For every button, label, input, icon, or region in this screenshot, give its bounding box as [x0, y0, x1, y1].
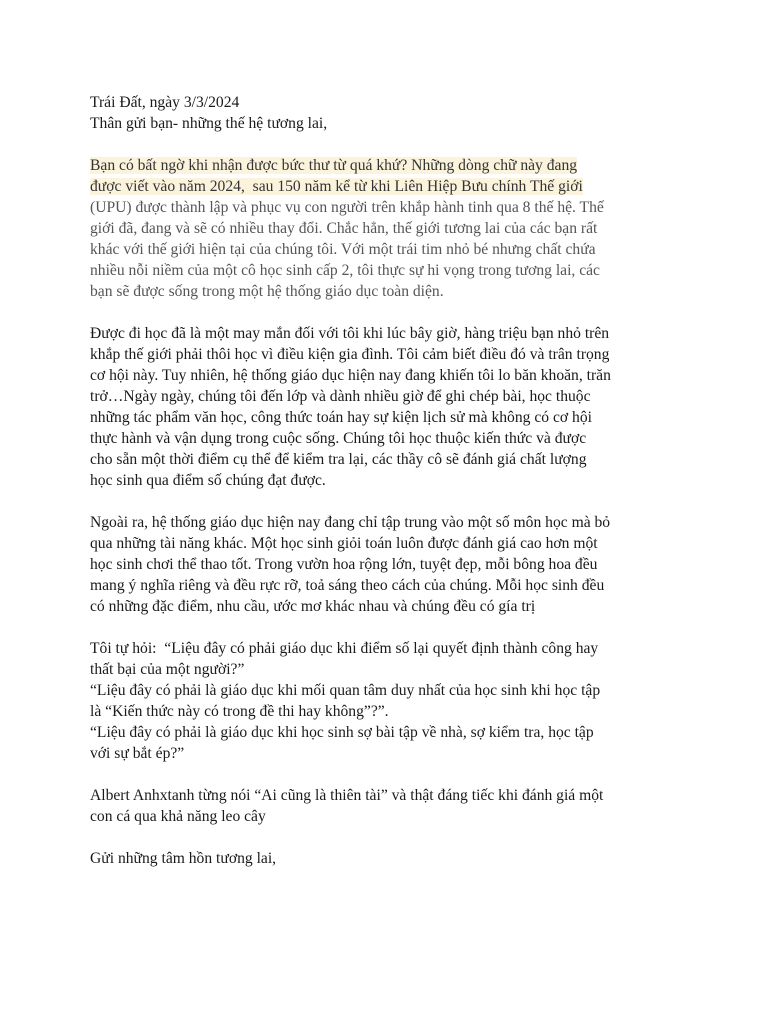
- spacer: [90, 827, 690, 848]
- paragraph-line: Ngoài ra, hệ thống giáo dục hiện nay đang chỉ tập trung vào một số môn học mà bỏ: [90, 514, 611, 531]
- paragraph-line: nhiều nỗi niềm của một cô học sinh cấp 2, tôi thực sự hi vọng trong tương lai, các: [90, 262, 600, 279]
- spacer: [90, 134, 690, 155]
- spacer: [90, 491, 690, 512]
- closing-line: Gửi những tâm hồn tương lai,: [90, 850, 277, 867]
- spacer: [90, 302, 690, 323]
- spacer: [90, 617, 690, 638]
- paragraph-line: thất bại của một người?”: [90, 661, 245, 678]
- greeting-line: Thân gửi bạn- những thế hệ tương lai,: [90, 115, 328, 132]
- paragraph-line: là “Kiến thức này có trong đề thi hay không”?”.: [90, 703, 389, 720]
- paragraph-line: Bạn có bất ngờ khi nhận được bức thư từ quá khứ? Những dòng chữ này đang: [90, 157, 578, 174]
- date-line: Trái Đất, ngày 3/3/2024: [90, 94, 240, 111]
- paragraph-intro: [90, 155, 690, 302]
- paragraph-line: Được đi học đã là một may mắn đối với tôi khi lúc bây giờ, hàng triệu bạn nhỏ trên: [90, 325, 610, 342]
- paragraph-line: bạn sẽ được sống trong một hệ thống giáo dục toàn diện.: [90, 283, 444, 300]
- paragraph-line: khắp thế giới phải thôi học vì điều kiện gia đình. Tôi cảm biết điều đó và trân trọng: [90, 346, 610, 363]
- paragraph-line: trở…Ngày ngày, chúng tôi đến lớp và dành nhiều giờ để ghi chép bài, học thuộc: [90, 388, 591, 405]
- paragraph-line: Tôi tự hỏi: “Liệu đây có phải giáo dục khi điểm số lại quyết định thành công hay: [90, 640, 599, 657]
- paragraph-talents: [90, 512, 690, 617]
- paragraph-line: khác với thế giới hiện tại của chúng tôi. Với một trái tim nhỏ bé nhưng chất chứa: [90, 241, 596, 258]
- paragraph-line: “Liệu đây có phải là giáo dục khi học sinh sợ bài tập về nhà, sợ kiểm tra, học tập: [90, 724, 594, 741]
- paragraph-line: những tác phẩm văn học, công thức toán hay sự kiện lịch sử mà không có cơ hội: [90, 409, 592, 426]
- paragraph-line: học sinh qua điểm số chúng đạt được.: [90, 472, 326, 489]
- paragraph-line: được viết vào năm 2024, sau 150 năm kể từ khi Liên Hiệp Bưu chính Thế giới: [90, 178, 583, 195]
- paragraph-line: với sự bắt ép?”: [90, 745, 185, 762]
- letter-page: [90, 92, 690, 869]
- paragraph-line: qua những tài năng khác. Một học sinh giỏi toán luôn được đánh giá cao hơn một: [90, 535, 598, 552]
- paragraph-line: cho sẵn một thời điểm cụ thể để kiểm tra lại, các thầy cô sẽ đánh giá chất lượng: [90, 451, 587, 468]
- paragraph-questions: [90, 638, 690, 764]
- paragraph-line: thực hành và vận dụng trong cuộc sống. Chúng tôi học thuộc kiến thức và được: [90, 430, 587, 447]
- paragraph-line: mang ý nghĩa riêng và đều rực rỡ, toả sáng theo cách của chúng. Mỗi học sinh đều: [90, 577, 605, 594]
- paragraph-line: có những đặc điểm, nhu cầu, ước mơ khác nhau và chúng đều có gía trị: [90, 598, 536, 615]
- paragraph-line: con cá qua khả năng leo cây: [90, 808, 266, 825]
- spacer: [90, 764, 690, 785]
- paragraph-education-opportunity: [90, 323, 690, 491]
- paragraph-line: “Liệu đây có phải là giáo dục khi mối quan tâm duy nhất của học sinh khi học tập: [90, 682, 601, 699]
- paragraph-line: giới đã, đang và sẽ có nhiều thay đổi. Chắc hẳn, thế giới tương lai của các bạn rất: [90, 220, 598, 237]
- paragraph-line: cơ hội này. Tuy nhiên, hệ thống giáo dục hiện nay đang khiến tôi lo băn khoăn, trăn: [90, 367, 611, 384]
- paragraph-line: (UPU) được thành lập và phục vụ con người trên khắp hành tinh qua 8 thế hệ. Thế: [90, 199, 604, 216]
- paragraph-quote: [90, 785, 690, 827]
- paragraph-line: Albert Anhxtanh từng nói “Ai cũng là thiên tài” và thật đáng tiếc khi đánh giá một: [90, 787, 604, 804]
- paragraph-line: học sinh chơi thể thao tốt. Trong vườn hoa rộng lớn, tuyệt đẹp, mỗi bông hoa đều: [90, 556, 598, 573]
